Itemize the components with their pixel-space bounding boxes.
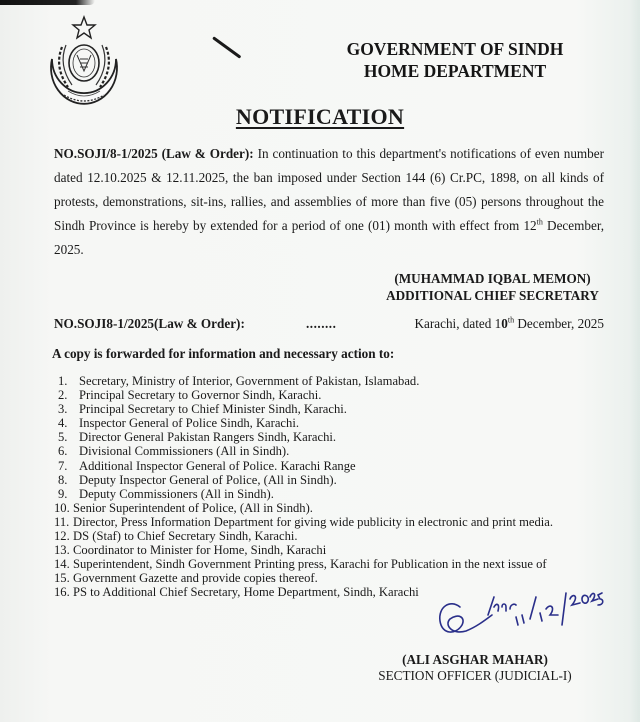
notification-text-sup: th (536, 217, 543, 227)
list-item-number: 4. (58, 416, 68, 431)
header-line-1: GOVERNMENT OF SINDH (346, 39, 564, 59)
list-item (54, 543, 618, 558)
list-item-number: 8. (58, 472, 68, 487)
list-item-text: Director, Press Information Department for giving wide publicity in electronic and print media. (73, 514, 554, 529)
endorsement-date (414, 316, 604, 332)
sindh-emblem-icon (44, 15, 124, 115)
list-item-text: Deputy Inspector General of Police, (All in Sindh). (79, 472, 337, 487)
list-item-text: Divisional Commissioners (All in Sindh). (79, 444, 290, 459)
list-item-number: 11. (54, 514, 70, 529)
list-item (54, 529, 618, 544)
list-item-number: 2. (58, 388, 68, 403)
secondary-signatory (360, 652, 590, 684)
endorsement-dots: ........ (306, 316, 337, 331)
notification-ref-no: NO.SOJI/8-1/2025 (Law & Order): (54, 146, 254, 161)
list-item (54, 571, 618, 586)
list-item-number: 10. (54, 500, 70, 515)
primary-signatory (380, 270, 605, 304)
list-item (58, 487, 618, 501)
copy-forwarded-heading: A copy is forwarded for information and necessary action to: (52, 346, 395, 361)
list-item (54, 500, 618, 515)
notification-text: In continuation to this department's notifications of even number dated 12.10.2025 & 12.11.2025, the ban imposed under Section 144 (6) Cr.PC, 1898, on all kinds of protests, demonstrations, sit-ins, rallies, and assemblies of more than five (05) persons throughout the Sindh Province is hereby by extended for a period of one (01) month with effect from 12 (54, 146, 605, 233)
list-item-text: DS (Staf) to Chief Secretary Sindh, Karachi. (73, 529, 298, 544)
list-item-text: Inspector General of Police Sindh, Karachi. (79, 416, 299, 431)
list-item-number: 6. (58, 444, 68, 459)
scan-shadow (0, 0, 95, 5)
list-item-text: Additional Inspector General of Police. Karachi Range (79, 458, 356, 473)
list-item-number: 16. (54, 585, 70, 600)
date-suffix: December, 2025 (514, 316, 604, 331)
list-item-text: PS to Additional Chief Secretary, Home Department, Sindh, Karachi (73, 585, 419, 600)
list-item-number: 3. (58, 402, 68, 417)
list-item (58, 416, 618, 430)
notification-body (54, 142, 604, 262)
list-item-number: 13. (54, 543, 70, 558)
list-item-number: 5. (58, 430, 68, 445)
list-item-number: 1. (58, 374, 68, 388)
list-item-text: Senior Superintendent of Police, (All in Sindh). (73, 500, 313, 515)
distribution-list (54, 374, 618, 600)
date-prefix: Karachi, dated 1 (414, 316, 502, 331)
pen-mark (212, 36, 241, 58)
list-item-number: 7. (58, 458, 68, 473)
list-item (58, 430, 618, 444)
list-item (54, 514, 618, 529)
handwritten-signature-icon (432, 585, 612, 647)
primary-signatory-name: (MUHAMMAD IQBAL MEMON) (394, 271, 591, 286)
list-item-text: Government Gazette and provide copies thereof. (73, 571, 318, 586)
list-item (58, 444, 618, 458)
endorsement-reference-line (54, 316, 604, 334)
date-sup: th (507, 315, 515, 325)
list-item (58, 402, 618, 416)
list-item (54, 557, 618, 572)
list-item-text: Deputy Commissioners (All in Sindh). (79, 486, 274, 501)
list-item-number: 12. (54, 529, 70, 544)
list-item-text: Coordinator to Minister for Home, Sindh, Karachi (73, 543, 327, 558)
notification-title: NOTIFICATION (235, 104, 405, 129)
header-line-2: HOME DEPARTMENT (363, 61, 547, 81)
page-title (0, 104, 640, 130)
list-item-text: Principal Secretary to Governor Sindh, Karachi. (79, 388, 322, 403)
date-handwritten-digit: 0 (501, 316, 508, 331)
list-item (58, 473, 618, 487)
list-item-text: Secretary, Ministry of Interior, Government of Pakistan, Islamabad. (79, 374, 420, 388)
list-item-number: 15. (54, 571, 70, 586)
list-item (58, 374, 618, 388)
list-item-text: Superintendent, Sindh Government Printing press, Karachi for Publication in the next issue of (73, 557, 547, 572)
list-item (58, 388, 618, 402)
list-item (58, 459, 618, 473)
list-item-text: Principal Secretary to Chief Minister Sindh, Karachi. (79, 402, 347, 417)
list-item-number: 9. (58, 486, 68, 501)
primary-signatory-designation: ADDITIONAL CHIEF SECRETARY (386, 288, 599, 303)
endorsement-ref-no: NO.SOJI8-1/2025(Law & Order): (54, 316, 245, 331)
list-item-number: 14. (54, 557, 70, 572)
secondary-signatory-name: (ALI ASGHAR MAHAR) (402, 652, 548, 667)
government-header (340, 38, 570, 82)
notification-text-end: December, 2025. (54, 218, 605, 257)
secondary-signatory-designation: SECTION OFFICER (JUDICIAL-I) (378, 668, 572, 683)
list-item-text: Director General Pakistan Rangers Sindh, Karachi. (79, 430, 337, 445)
